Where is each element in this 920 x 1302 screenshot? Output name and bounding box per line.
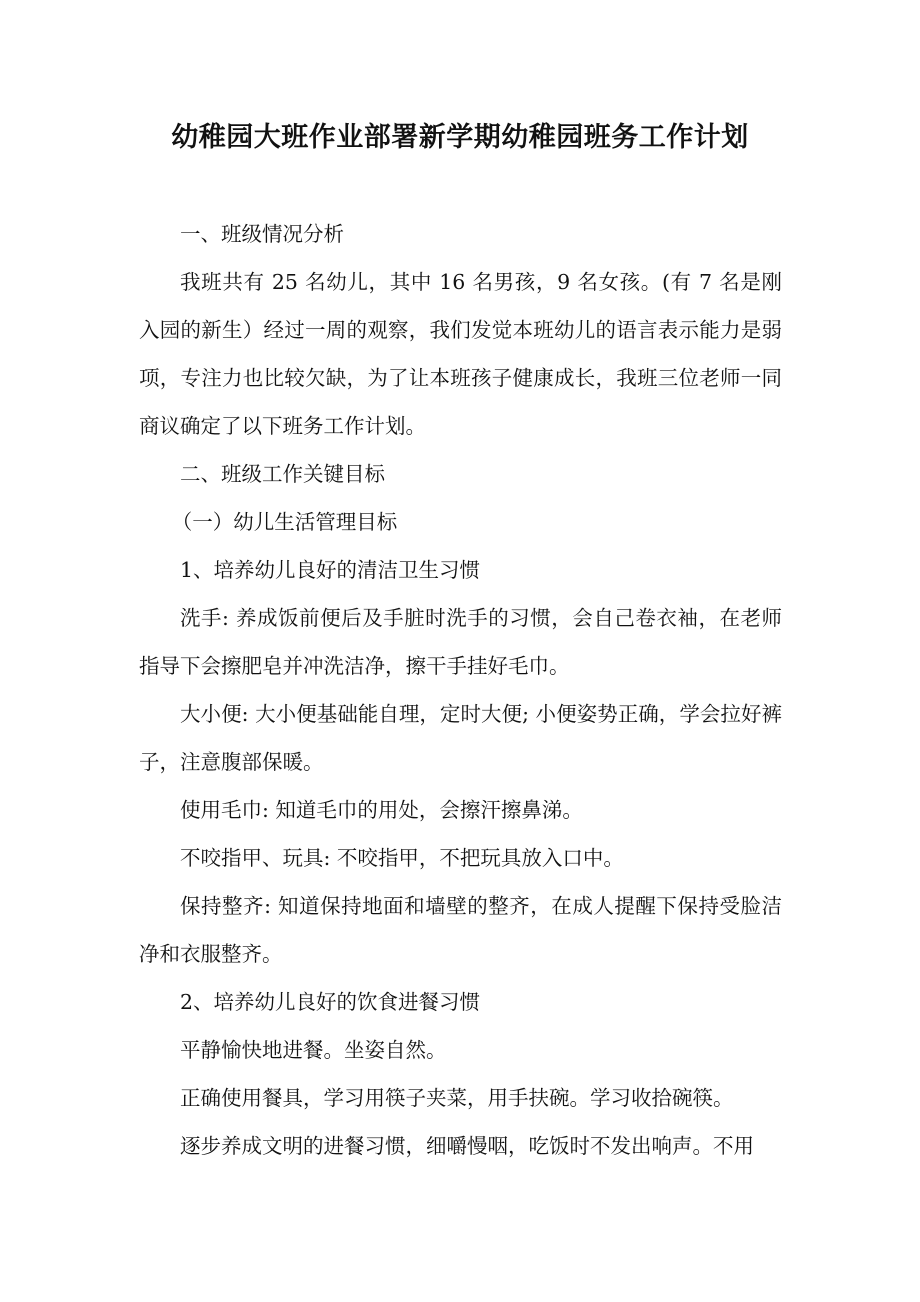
document-title: 幼稚园大班作业部署新学期幼稚园班务工作计划 (171, 122, 749, 153)
paragraph: 不咬指甲、玩具: 不咬指甲，不把玩具放入口中。 (180, 846, 624, 870)
paragraph: 使用毛巾: 知道毛巾的用处，会擦汗擦鼻涕。 (180, 798, 583, 822)
paragraph: 保持整齐: 知道保持地面和墙壁的整齐，在成人提醒下保持受脸洁净和衣服整齐。 (139, 894, 782, 966)
paragraph: 逐步养成文明的进餐习惯，细嚼慢咽，吃饭时不发出响声。不用 (180, 1134, 754, 1158)
paragraph: 我班共有 25 名幼儿，其中 16 名男孩，9 名女孩。(有 7 名是刚入园的新生）经过一周的观察，我们发觉本班幼儿的语言表示能力是弱项，专注力也比较欠缺，为了让本班孩子健康成长，我班三位老师一同商议确定了以下班务工作计划。 (139, 270, 782, 438)
document-body (139, 210, 782, 1170)
section-heading: 一、班级情况分析 (180, 222, 344, 246)
paragraph: 正确使用餐具，学习用筷子夹菜，用手扶碗。学习收拾碗筷。 (180, 1086, 734, 1110)
paragraph: 洗手: 养成饭前便后及手脏时洗手的习惯，会自己卷衣袖，在老师指导下会擦肥皂并冲洗洁净，擦干手挂好毛巾。 (139, 606, 782, 678)
subsection-heading: （一）幼儿生活管理目标 (171, 510, 398, 534)
section-heading: 二、班级工作关键目标 (180, 462, 385, 486)
paragraph: 平静愉快地进餐。坐姿自然。 (180, 1038, 447, 1062)
item-heading: 2、培养幼儿良好的饮食进餐习惯 (180, 990, 481, 1014)
paragraph: 大小便: 大小便基础能自理，定时大便; 小便姿势正确，学会拉好裤子，注意腹部保暖。 (139, 702, 782, 774)
item-heading: 1、培养幼儿良好的清洁卫生习惯 (180, 558, 481, 582)
